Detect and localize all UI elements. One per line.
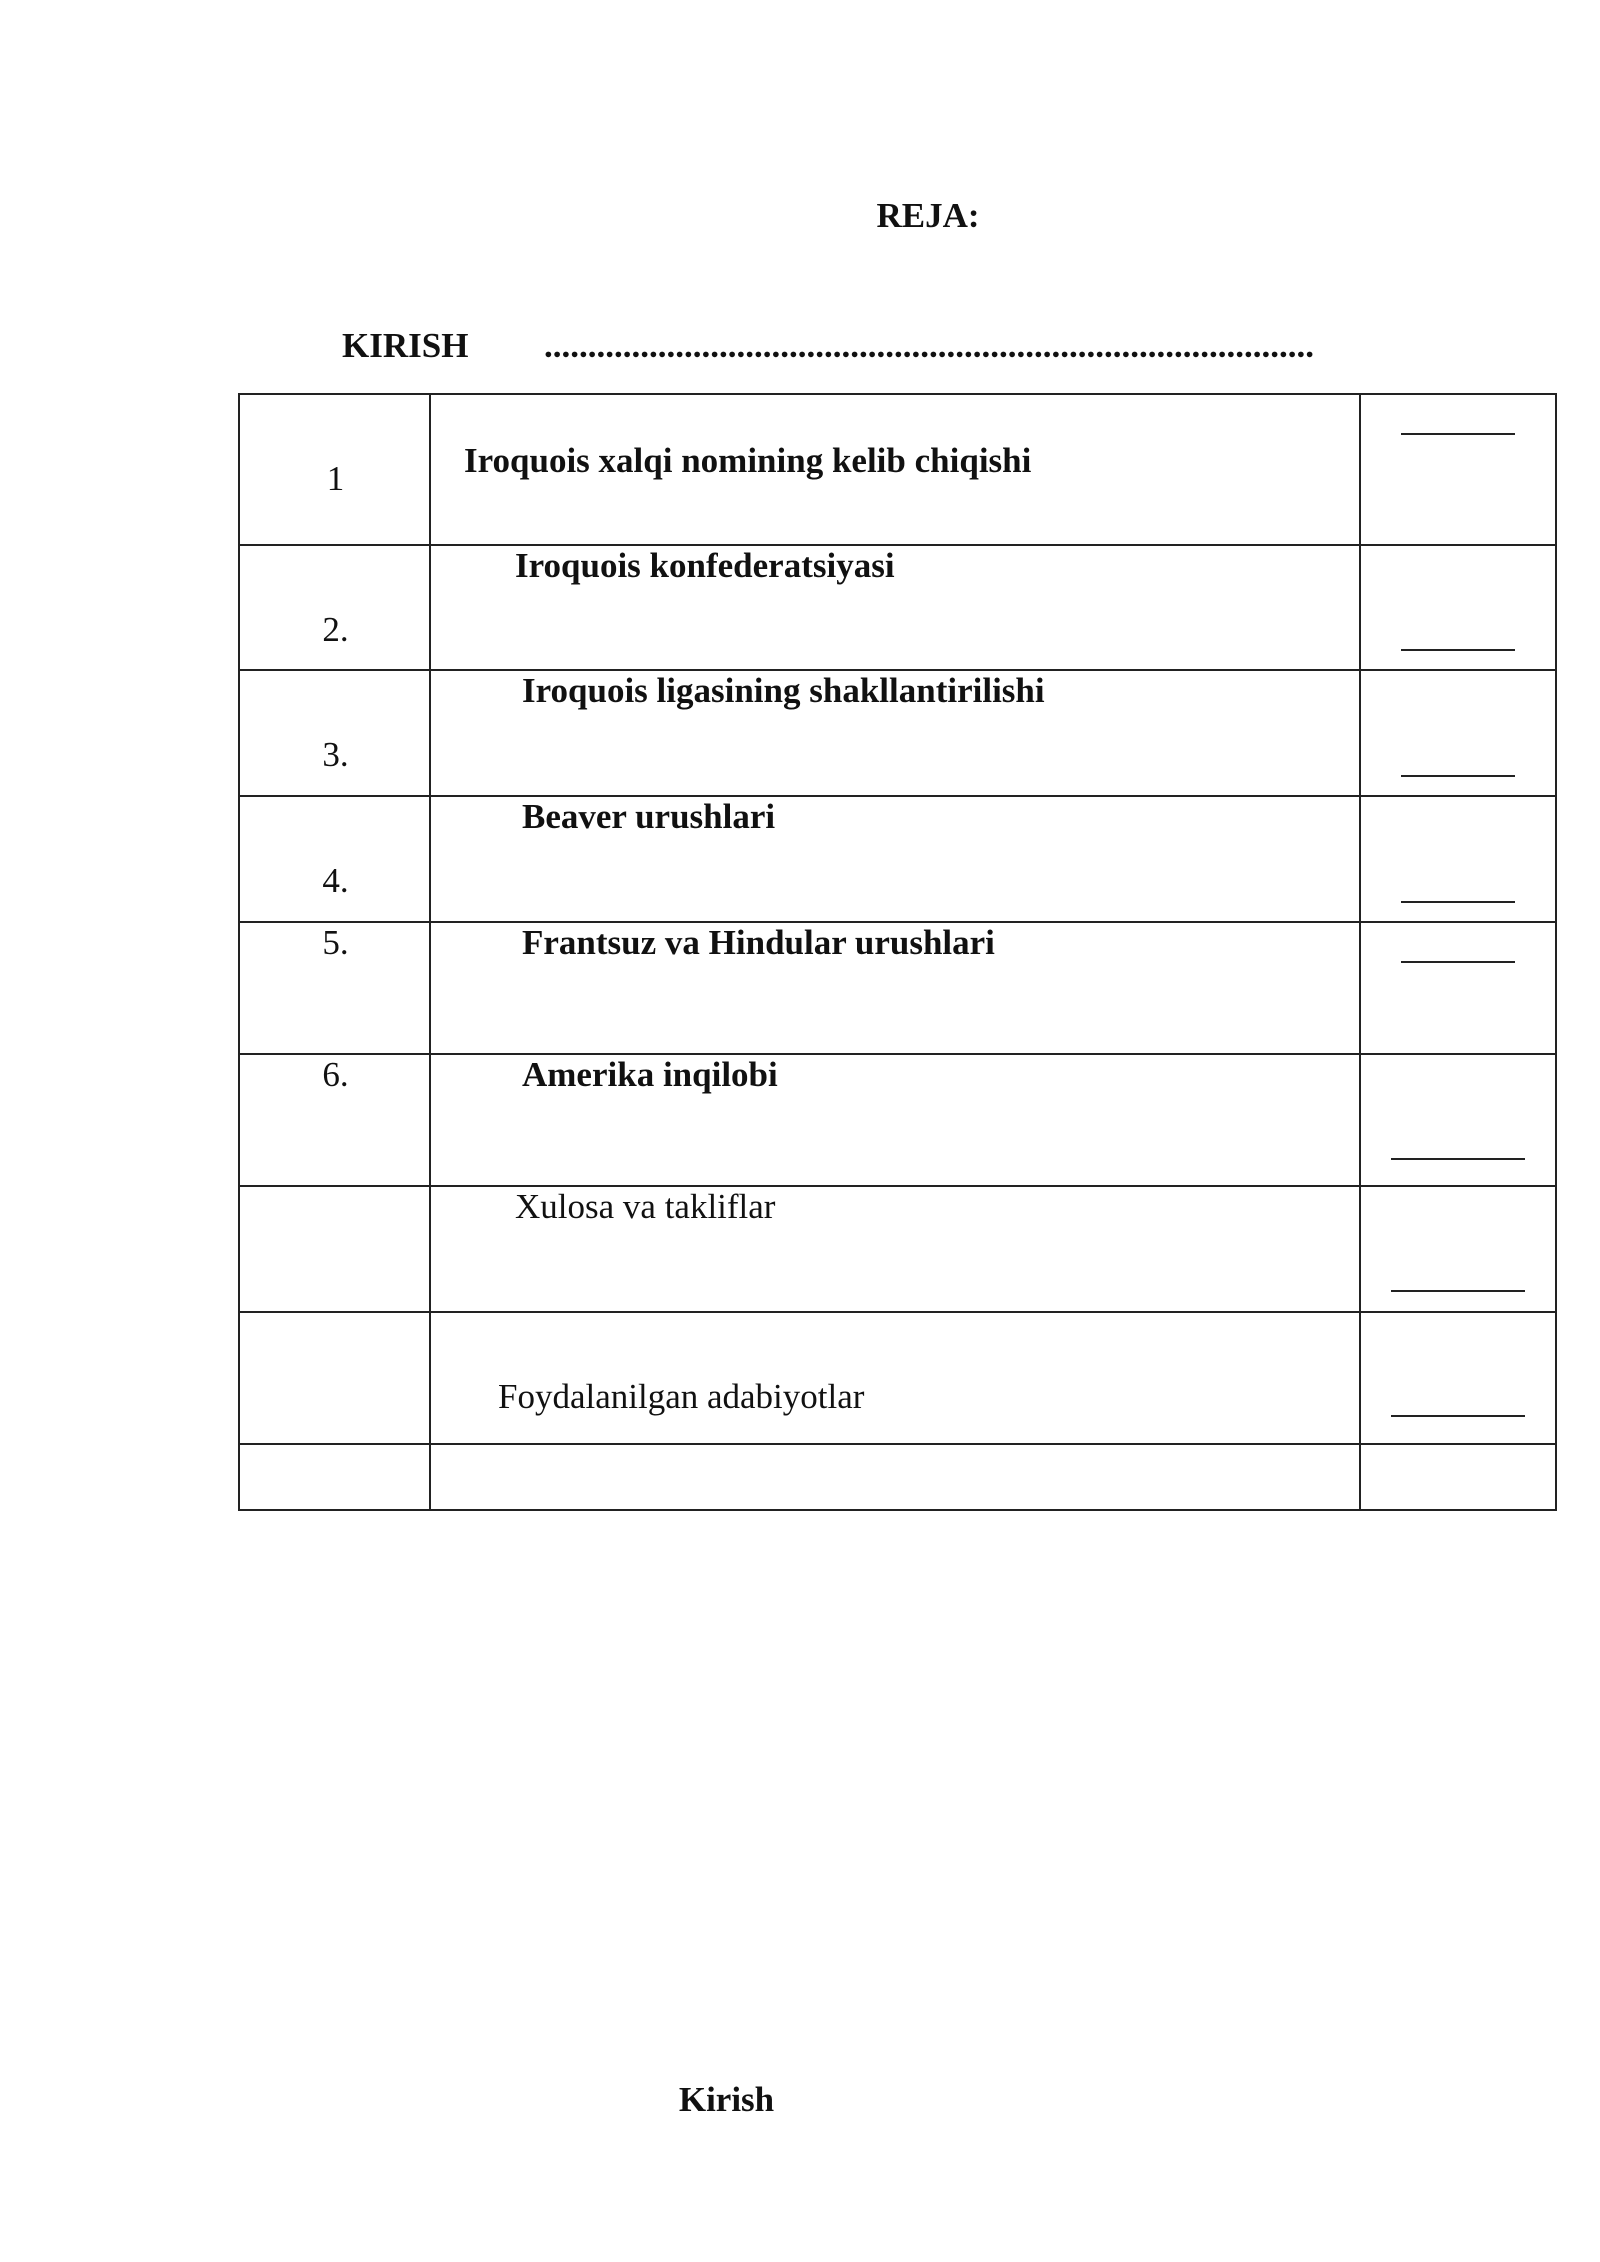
page-number-cell (1360, 1054, 1556, 1186)
row-title-cell (430, 670, 1360, 796)
page-number-cell (1360, 1186, 1556, 1312)
row-title: Xulosa va takliflar (515, 1187, 776, 1226)
intro-line (342, 326, 1400, 366)
row-number: 4. (322, 861, 349, 900)
table-row (239, 922, 1556, 1054)
row-number-cell (239, 796, 430, 922)
page-number-blank (1401, 961, 1515, 963)
page-number-cell (1360, 394, 1556, 545)
contents-table (238, 393, 1557, 1511)
row-title-cell (430, 1054, 1360, 1186)
row-title-cell (430, 394, 1360, 545)
page-number-blank (1391, 1415, 1525, 1417)
row-title: Iroquois ligasining shakllantirilishi (522, 671, 1045, 710)
row-title-cell (430, 545, 1360, 670)
row-number-cell (239, 670, 430, 796)
row-title: Beaver urushlari (522, 797, 776, 836)
row-number: 6. (322, 1055, 349, 1094)
row-title: Frantsuz va Hindular urushlari (522, 923, 995, 962)
table-row (239, 1444, 1556, 1510)
page-number-blank (1401, 649, 1515, 651)
row-number-cell (239, 545, 430, 670)
row-number-cell (239, 1054, 430, 1186)
page-number-cell (1360, 1312, 1556, 1444)
row-title: Iroquois xalqi nomining kelib chiqishi (464, 441, 1032, 480)
row-title: Iroquois konfederatsiyasi (515, 546, 895, 585)
row-number-cell (239, 922, 430, 1054)
section-heading: Kirish (678, 2080, 775, 2119)
page-number-cell (1360, 796, 1556, 922)
page-number-blank (1401, 775, 1515, 777)
table-row (239, 1312, 1556, 1444)
row-number-cell (239, 1186, 430, 1312)
row-number: 2. (322, 610, 349, 649)
table-row (239, 1054, 1556, 1186)
row-title-cell (430, 1312, 1360, 1444)
page-number-blank (1401, 433, 1515, 435)
row-title: Amerika inqilobi (522, 1055, 778, 1094)
table-row (239, 394, 1556, 545)
table-row (239, 1186, 1556, 1312)
page-number-blank (1401, 901, 1515, 903)
page-number-cell (1360, 1444, 1556, 1510)
row-number: 5. (322, 923, 349, 962)
row-number: 1 (326, 459, 345, 498)
page-number-cell (1360, 670, 1556, 796)
table-row (239, 796, 1556, 922)
table-row (239, 670, 1556, 796)
intro-leader-dots: ........................................................................................ (544, 326, 1314, 365)
row-title-cell (430, 796, 1360, 922)
page-number-blank (1391, 1158, 1525, 1160)
row-number-cell (239, 1312, 430, 1444)
page-title: REJA: (876, 196, 980, 235)
row-title-cell (430, 922, 1360, 1054)
page-number-blank (1391, 1290, 1525, 1292)
row-title-cell (430, 1186, 1360, 1312)
row-number: 3. (322, 735, 349, 774)
row-number-cell (239, 394, 430, 545)
intro-label: KIRISH (342, 326, 469, 365)
row-title: Foydalanilgan adabiyotlar (498, 1377, 865, 1416)
row-title-cell (430, 1444, 1360, 1510)
table-row (239, 545, 1556, 670)
page-number-cell (1360, 922, 1556, 1054)
page-number-cell (1360, 545, 1556, 670)
row-number-cell (239, 1444, 430, 1510)
